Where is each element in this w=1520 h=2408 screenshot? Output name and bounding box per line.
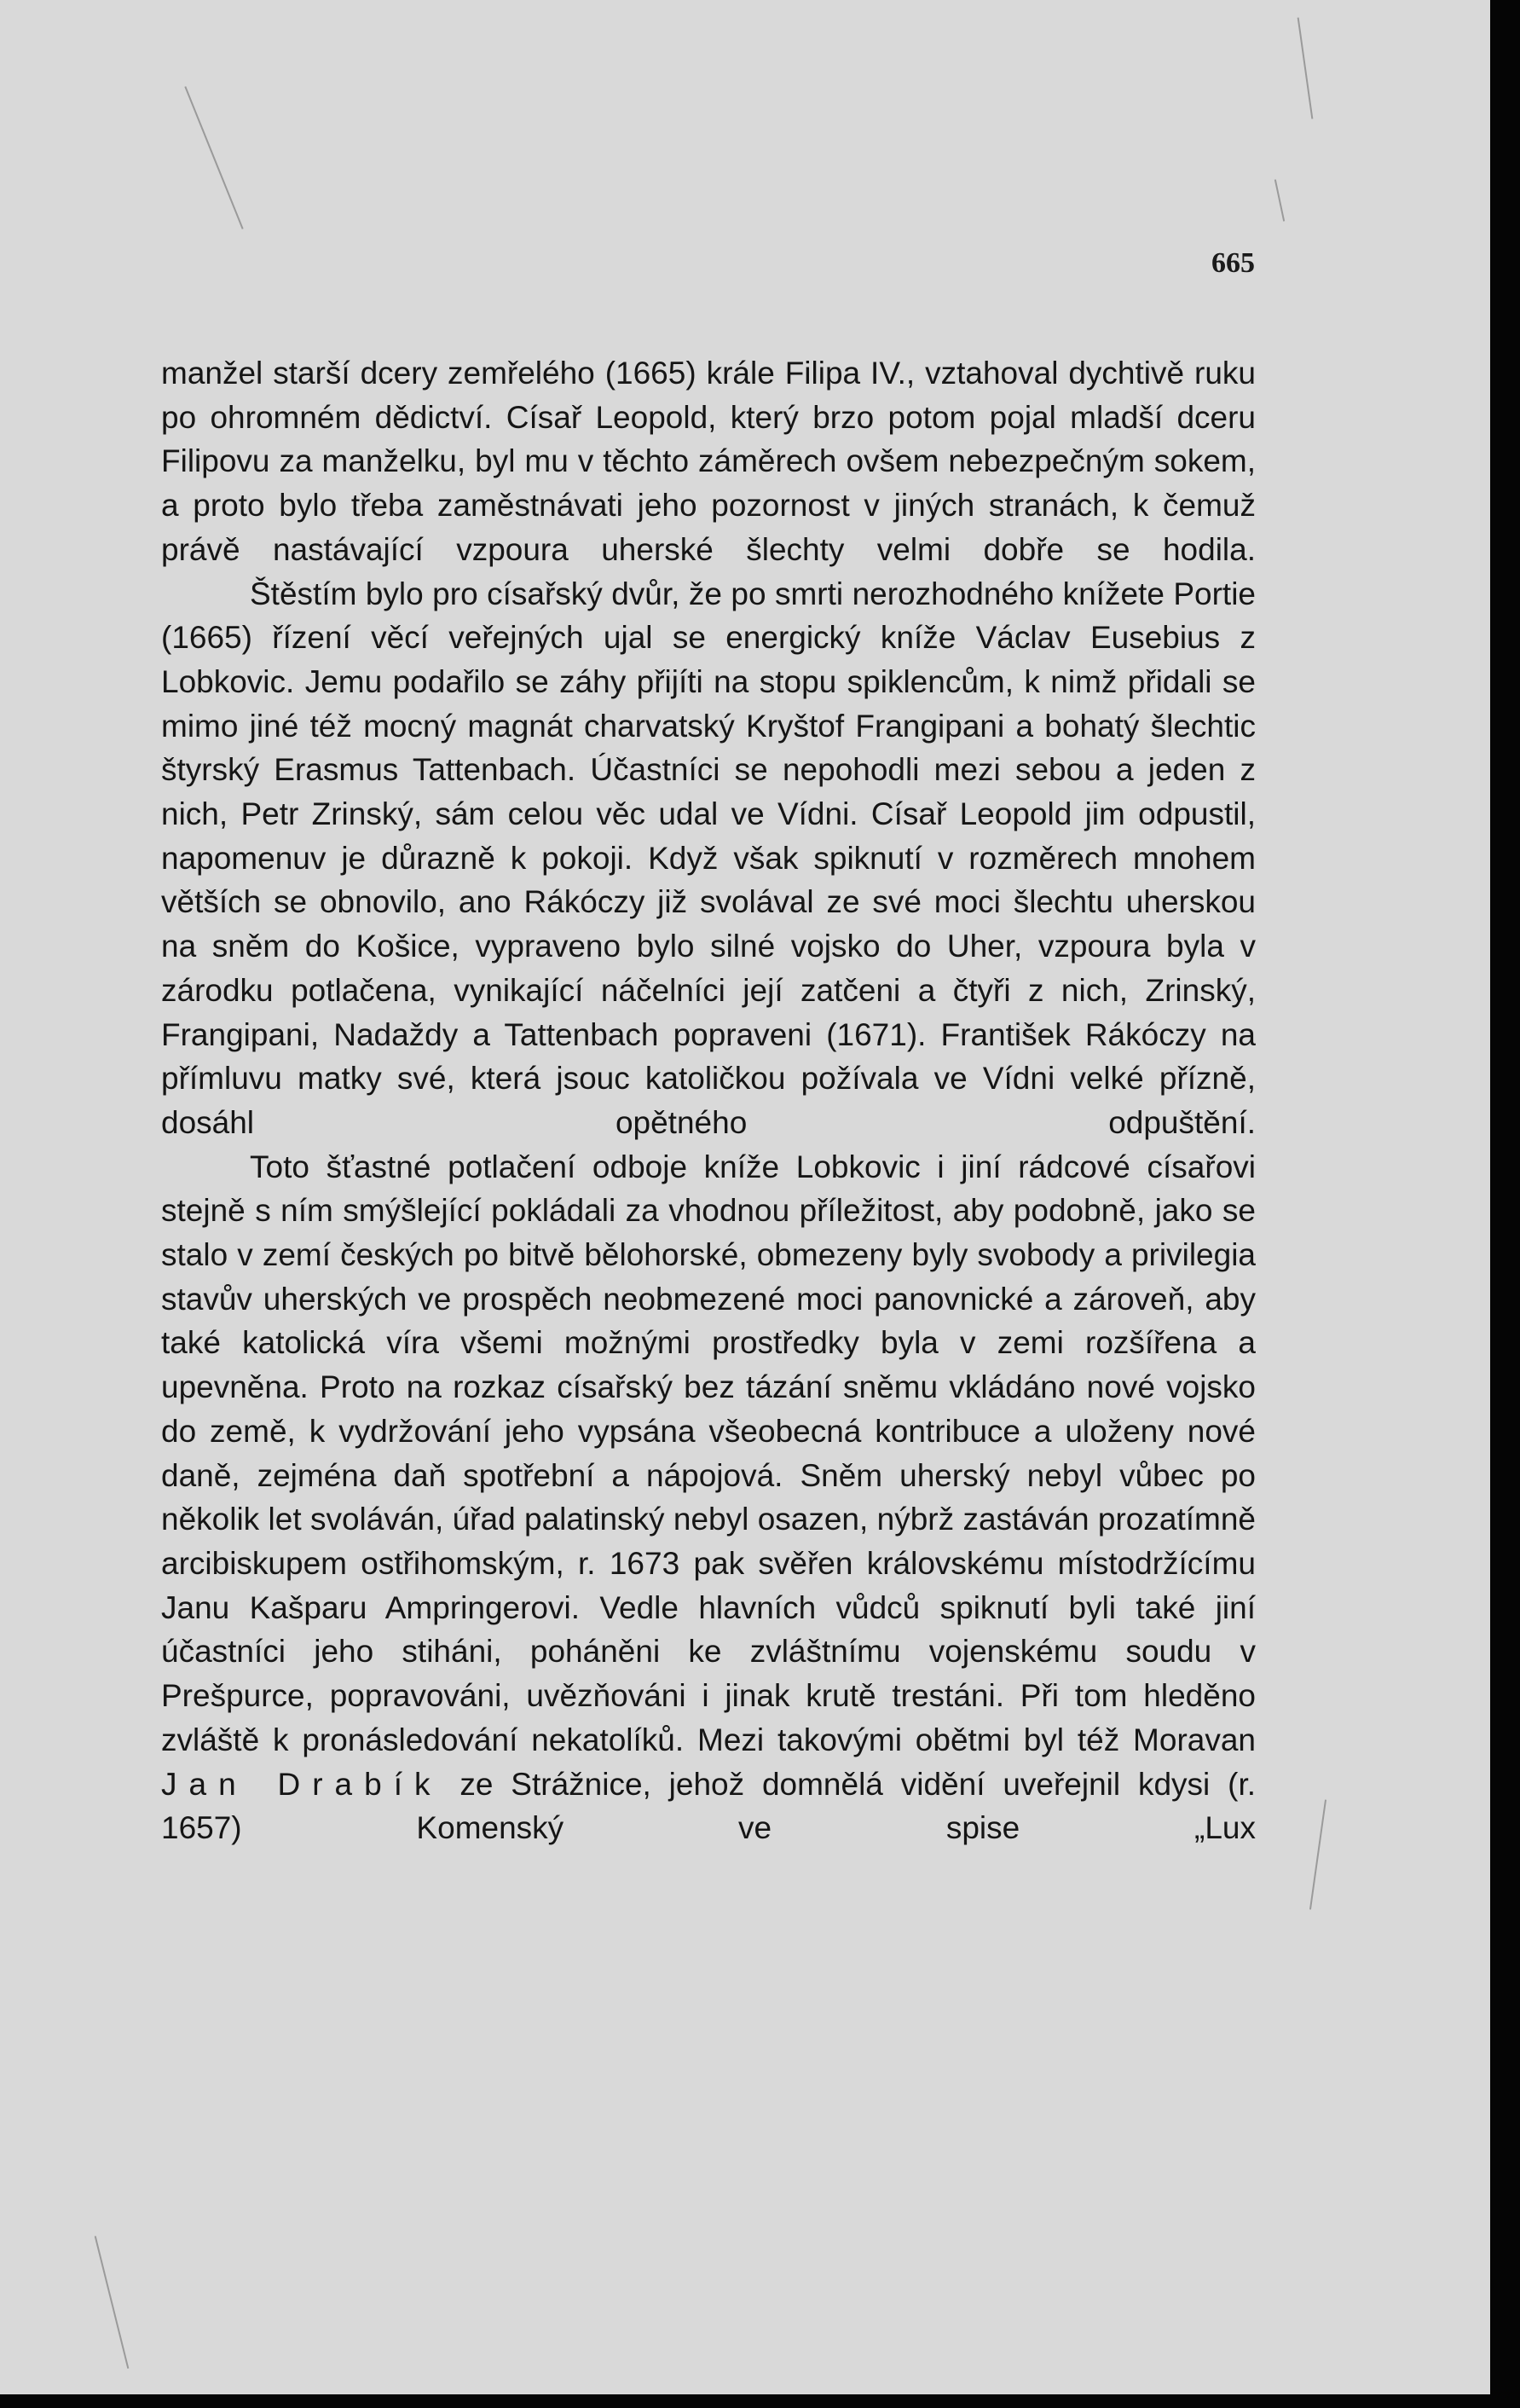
scan-scratch-mark: [1297, 17, 1314, 119]
scan-scratch-mark: [1309, 1799, 1326, 1909]
scan-scratch-mark: [1274, 179, 1285, 221]
paragraph-lobkovic: Štěstím bylo pro císařský dvůr, že po smrti nerozhodného knížete Portie (1665) řízení věcí veřejných ujal se energický kníže Václav Eusebius z Lobkovic. Jemu podařilo se záhy přijíti na stopu spiklencům, k nimž přidali se mimo jiné též mocný magnát charvatský Kryštof Frangipani a bohatý šlechtic štyrský Erasmus Tattenbach. Účastníci se nepohodli mezi sebou a jeden z nich, Petr Zrinský, sám celou věc udal ve Vídni. Císař Leopold jim odpustil, napomenuv je důrazně k pokoji. Když však spiknutí v rozměrech mnohem větších se obnovilo, ano Rákóczy již svolával ze své moci šlechtu uherskou na sněm do Košice, vypraveno bylo silné vojsko do Uher, vzpoura byla v zárodku potlačena, vynikající náčelníci její zatčeni a čtyři z nich, Zrinský, Frangipani, Nadaždy a Tattenbach popraveni (1671). František Rákóczy na přímluvu matky své, která jsouc katoličkou požívala ve Vídni velké přízně, dosáhl opětného odpuštění.: [161, 576, 1256, 1140]
scan-scratch-mark: [184, 86, 243, 229]
paragraph-suppression: [161, 1145, 1256, 1850]
spaced-name: Jan Drabík: [161, 1766, 442, 1802]
page-number: 665: [1211, 247, 1255, 279]
body-text: [161, 351, 1256, 1850]
paragraph-suppression-ending: ze Strážnice, jehož domnělá vidění uveřejnil kdysi (r. 1657) Komenský ve spise „Lux: [161, 1766, 1256, 1846]
paragraph-continuation: manžel starší dcery zemřelého (1665) krále Filipa IV., vztahoval dychtivě ruku po ohromném dědictví. Císař Leopold, který brzo potom pojal mladší dceru Filipovu za manželku, byl mu v těchto záměrech ovšem nebezpečným sokem, a proto bylo třeba zaměstnávati jeho pozornost v jiných stranách, k čemuž právě nastávající vzpoura uherské šlechty velmi dobře se hodila.: [161, 356, 1256, 567]
scan-scratch-mark: [95, 2236, 130, 2369]
scan-border-right: [1490, 0, 1520, 2408]
scan-border-bottom: [0, 2394, 1490, 2408]
paragraph-suppression-text: Toto šťastné potlačení odboje kníže Lobkovic i jiní rádcové císařovi stejně s ním smýšlející pokládali za vhodnou příležitost, aby podobně, jako se stalo v zemí českých po bitvě bělohorské, obmezeny byly svobody a privilegia stavův uherských ve prospěch neobmezené moci panovnické a zároveň, aby také katolická víra všemi možnými prostředky byla v zemi rozšířena a upevněna. Proto na rozkaz císařský bez tázání sněmu vkládáno nové vojsko do země, k vydržování jeho vypsána všeobecná kontribuce a uloženy nové daně, zejména daň spotřební a nápojová. Sněm uherský nebyl vůbec po několik let svoláván, úřad palatinský nebyl osazen, nýbrž zastáván prozatímně arcibiskupem ostřihomským, r. 1673 pak svěřen královskému místodržícímu Janu Kašparu Ampringerovi. Vedle hlavních vůdců spiknutí byli také jiní účastníci jeho stiháni, poháněni ke zvláštnímu vojenskému soudu v Prešpurce, popravováni, uvězňováni i jinak krutě trestáni. Při tom hleděno zvláště k pronásledování nekatolíků. Mezi takovými obětmi byl též Moravan: [161, 1149, 1256, 1757]
